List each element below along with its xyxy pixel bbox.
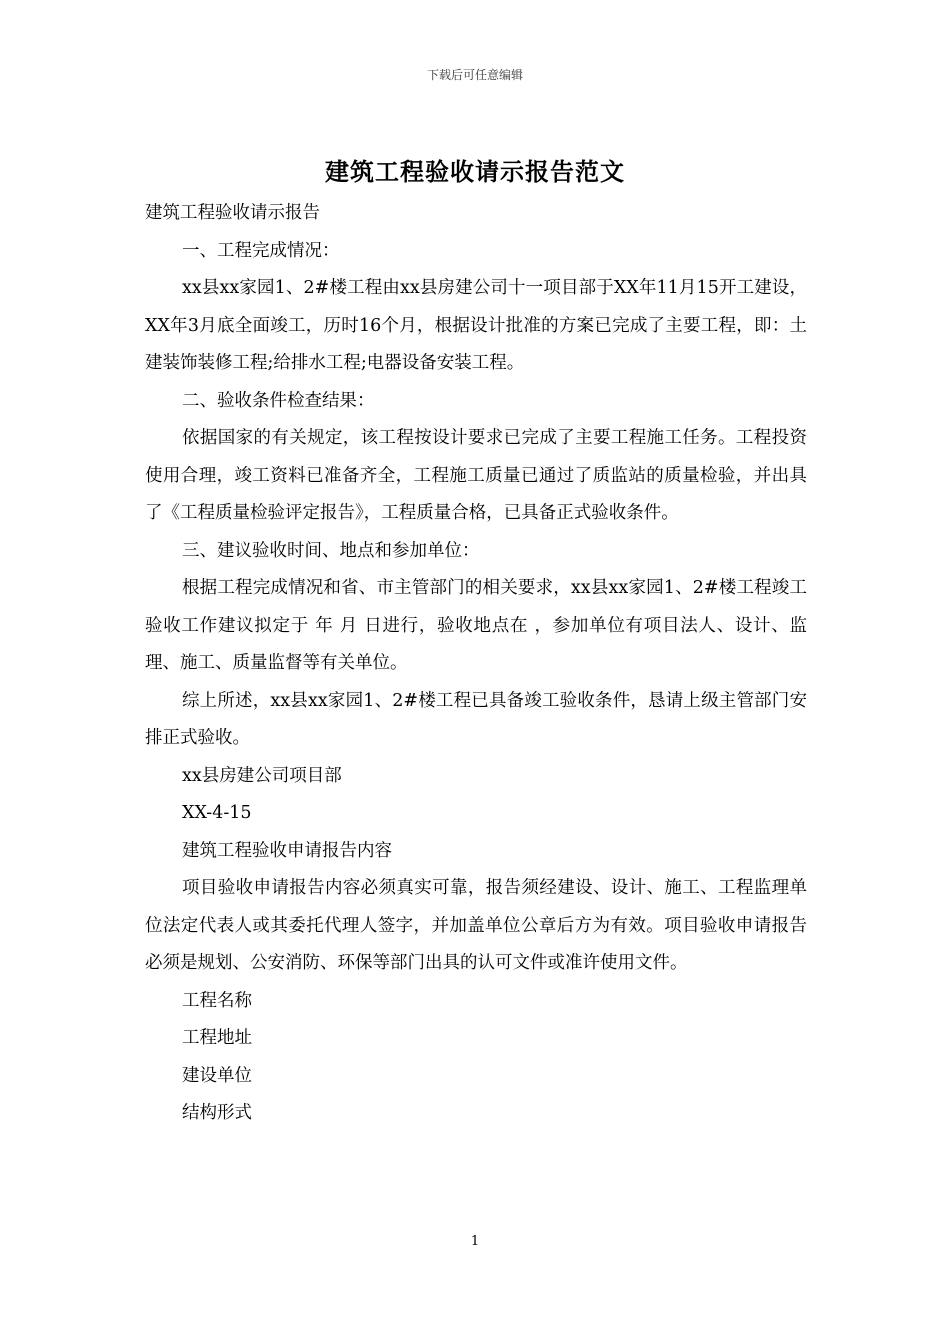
document-title: 建筑工程验收请示报告范文 xyxy=(325,158,625,186)
field-structure-type: 结构形式 xyxy=(182,1103,252,1123)
section-heading-2: 二、验收条件检查结果： xyxy=(182,390,375,411)
section-heading-1: 一、工程完成情况： xyxy=(182,240,340,261)
field-project-name: 工程名称 xyxy=(182,990,252,1011)
section-heading-content: 建筑工程验收申请报告内容 xyxy=(182,840,392,861)
paragraph-inspection: 依据国家的有关规定，该工程按设计要求已完成了主要工程施工任务。工程投资使用合理，竣工资料已准备齐全，工程施工质量已通过了质监站的质量检验，并出具了《工程质量检验评定报告》，工程质量合格，已具备正式验收条件。 xyxy=(145,428,807,523)
paragraph-completion: xx县xx家园1、2#楼工程由xx县房建公司十一项目部于XX年11月15开工建设， XX年3月底全面竣工，历时16个月，根据设计批准的方案已完成了主要工程，即：土建装饰装修工程;给排水工程;电器设备安装工程。 xyxy=(145,278,807,373)
field-construction-unit: 建设单位 xyxy=(182,1065,252,1086)
paragraph-requirements: 项目验收申请报告内容必须真实可靠，报告须经建设、设计、施工、工程监理单位法定代表人或其委托代理人签字，并加盖单位公章后方为有效。项目验收申请报告必须是规划、公安消防、环保等部门出具的认可文件或准许使用文件。 xyxy=(145,878,807,973)
paragraph-schedule: 根据工程完成情况和省、市主管部门的相关要求，xx县xx家园1、2#楼工程竣工验收工作建议拟定于 年 月 日进行，验收地点在 ，参加单位有项目法人、设计、监理、施工、质量监督等有关单位。 xyxy=(145,578,807,673)
signature-date: XX-4-15 xyxy=(182,803,252,823)
field-project-address: 工程地址 xyxy=(182,1028,252,1048)
signature-organization: xx县房建公司项目部 xyxy=(182,765,342,786)
header-note: 下载后可任意编辑 xyxy=(426,68,523,82)
paragraph-summary: 综上所述，xx县xx家园1、2#楼工程已具备竣工验收条件，恳请上级主管部门安排正式验收。 xyxy=(145,690,807,748)
paragraph-subtitle: 建筑工程验收请示报告 xyxy=(145,203,320,223)
page-number: 1 xyxy=(470,1234,480,1249)
document-body xyxy=(145,195,807,1133)
section-heading-3: 三、建议验收时间、地点和参加单位： xyxy=(182,540,480,561)
